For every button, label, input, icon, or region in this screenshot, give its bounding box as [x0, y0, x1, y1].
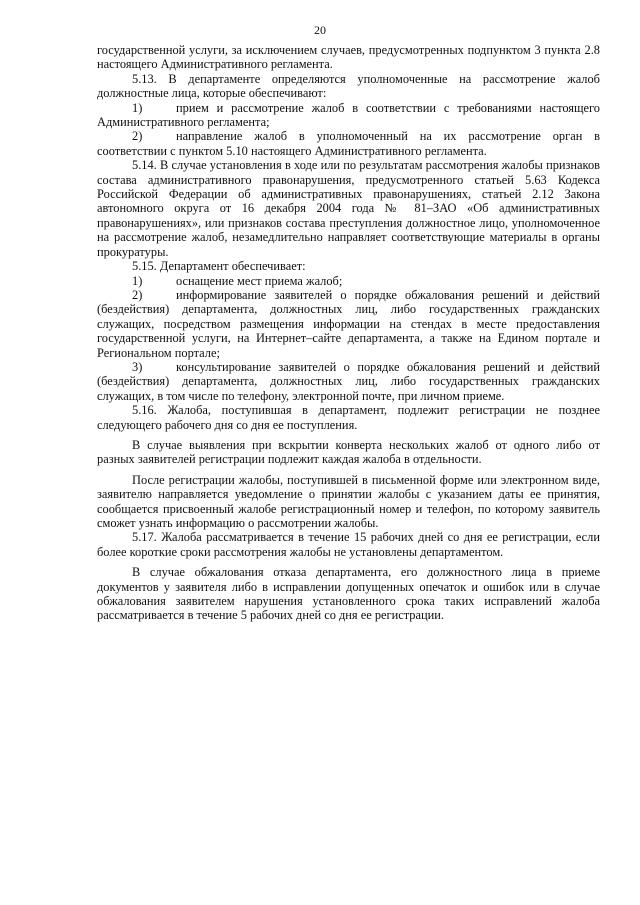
page-body	[97, 43, 600, 623]
paragraph-multiple-complaints: В случае выявления при вскрытии конверта нескольких жалоб от одного либо от разных заявителей регистрации подлежит каждая жалоба в отдельности.	[97, 437, 600, 467]
list-item-text: прием и рассмотрение жалоб в соответствии с требованиями настоящего Административного регламента;	[97, 100, 600, 130]
list-item-text: информирование заявителей о порядке обжалования решений и действий (бездействия) департамента, должностных лиц, либо государственных гражданских служащих, посредством размещения информации на стендах в месте предоставления государственной услуги, на Интернет–сайте департамента, а также на Едином портале и Региональном портале;	[97, 287, 600, 360]
paragraph-continuation: государственной услуги, за исключением случаев, предусмотренных подпунктом 3 пункта 2.8 настоящего Административного регламента.	[97, 43, 600, 72]
list-item-5-15-1	[97, 274, 600, 288]
list-item-text: консультирование заявителей о порядке обжалования решений и действий (бездействия) департамента, должностных лиц, либо государственных гражданских служащих, в том числе по телефону, электронной почте, при личном приеме.	[97, 359, 600, 403]
list-item-text: оснащение мест приема жалоб;	[176, 273, 343, 288]
list-item-number: 2)	[132, 129, 143, 144]
list-item-number: 2)	[132, 287, 143, 302]
list-item-5-13-2	[97, 129, 600, 158]
list-item-number: 1)	[132, 273, 143, 288]
list-item-5-15-2	[97, 288, 600, 360]
paragraph-5-14: 5.14. В случае установления в ходе или по результатам рассмотрения жалобы признаков состава административного правонарушения, предусмотренного статьей 5.63 Кодекса Российской Федерации об административных правонарушениях, статьей 2.12 Закона автономного округа от 16 декабря 2004 года № 81–ЗАО «Об административных правонарушениях», или признаков состава преступления должностное лицо, уполномоченное на рассмотрение жалоб, незамедлительно направляет соответствующие материалы в органы прокуратуры.	[97, 158, 600, 259]
paragraph-5-13: 5.13. В департаменте определяются уполномоченные на рассмотрение жалоб должностные лица, которые обеспечивают:	[97, 71, 600, 101]
list-item-text: направление жалоб в уполномоченный на их рассмотрение орган в соответствии с пунктом 5.10 настоящего Административного регламента.	[97, 129, 600, 158]
paragraph-5-15: 5.15. Департамент обеспечивает:	[132, 259, 306, 274]
paragraph-5-17: 5.17. Жалоба рассматривается в течение 15 рабочих дней со дня ее регистрации, если более короткие сроки рассмотрения жалобы не установлены департаментом.	[97, 530, 600, 559]
list-item-number: 3)	[132, 359, 143, 374]
list-item-5-13-1	[97, 101, 600, 130]
list-item-5-15-3	[97, 360, 600, 403]
paragraph-refusal-appeal: В случае обжалования отказа департамента, его должностного лица в приеме документов у заявителя либо в исправлении допущенных опечаток и ошибок или в случае обжалования заявителем нарушения установленного срока таких исправлений жалоба рассматривается в течение 5 рабочих дней со дня ее регистрации.	[97, 565, 600, 623]
paragraph-5-16: 5.16. Жалоба, поступившая в департамент, подлежит регистрации не позднее следующего рабочего дня со дня ее поступления.	[97, 403, 600, 432]
paragraph-registration-notice: После регистрации жалобы, поступившей в письменной форме или электронном виде, заявителю направляется уведомление о принятии жалобы с указанием даты ее принятия, сообщается присвоенный жалобе регистрационный номер и телефон, по которому заявитель сможет узнать информацию о рассмотрении жалобы.	[97, 472, 600, 530]
page-number: 20	[314, 23, 326, 37]
list-item-number: 1)	[132, 100, 143, 115]
